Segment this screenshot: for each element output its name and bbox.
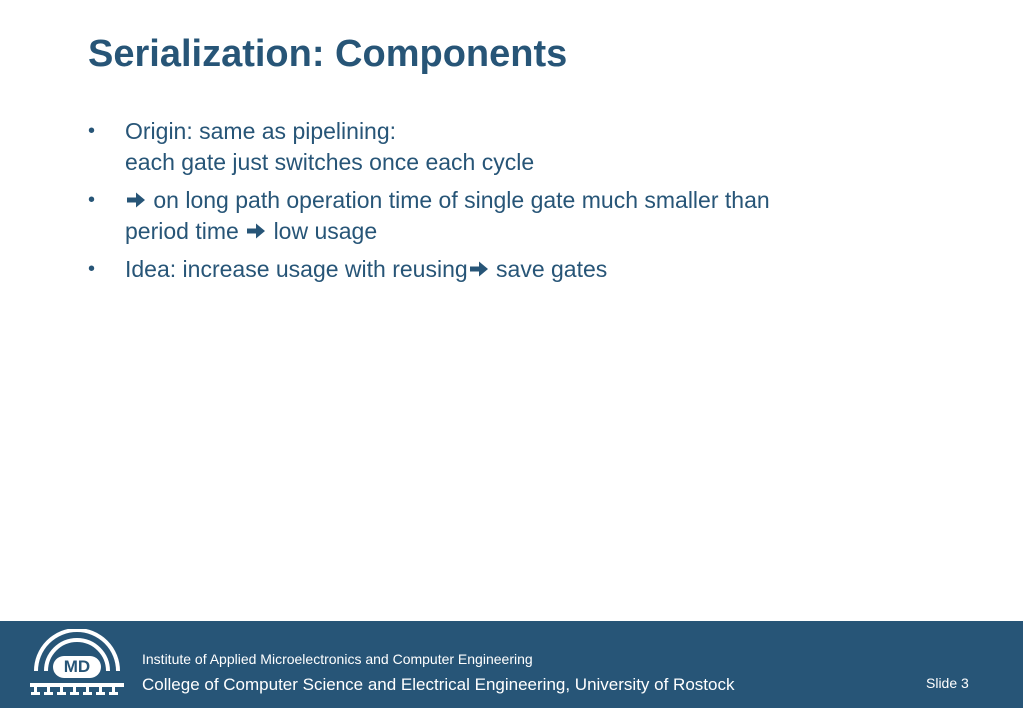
bullet-list <box>88 116 908 292</box>
bullet-text-line <box>125 185 908 216</box>
right-arrow-icon <box>468 260 490 278</box>
right-arrow-icon <box>125 191 147 209</box>
bullet-marker: • <box>88 120 96 142</box>
bullet-marker: • <box>88 189 96 211</box>
logo-text: MD <box>63 657 91 676</box>
bullet-text: period time <box>125 218 239 244</box>
bullet-text-line: Origin: same as pipelining: <box>125 118 397 144</box>
bullet-text: save gates <box>496 256 608 282</box>
right-arrow-icon <box>245 222 267 240</box>
bullet-text-line <box>125 216 908 247</box>
slide-title: Serialization: Components <box>88 33 568 75</box>
bullet-item-long-path <box>88 185 908 247</box>
bullet-text: low usage <box>273 218 378 244</box>
bullet-marker: • <box>88 258 96 280</box>
bullet-text: Idea: increase usage with reusing <box>125 256 468 282</box>
university-logo <box>28 629 126 701</box>
bullet-text-line: each gate just switches once each cycle <box>125 149 535 175</box>
bullet-item-idea <box>88 254 908 285</box>
bullet-item-origin <box>88 116 908 178</box>
footer-institute: Institute of Applied Microelectronics and Computer Engineering <box>142 651 533 667</box>
slide-number: Slide 3 <box>926 675 969 691</box>
footer-college: College of Computer Science and Electrical Engineering, University of Rostock <box>142 675 735 694</box>
bullet-text-line <box>125 254 908 285</box>
footer-bar <box>0 621 1023 708</box>
bullet-text: on long path operation time of single gate much smaller than <box>153 187 770 213</box>
